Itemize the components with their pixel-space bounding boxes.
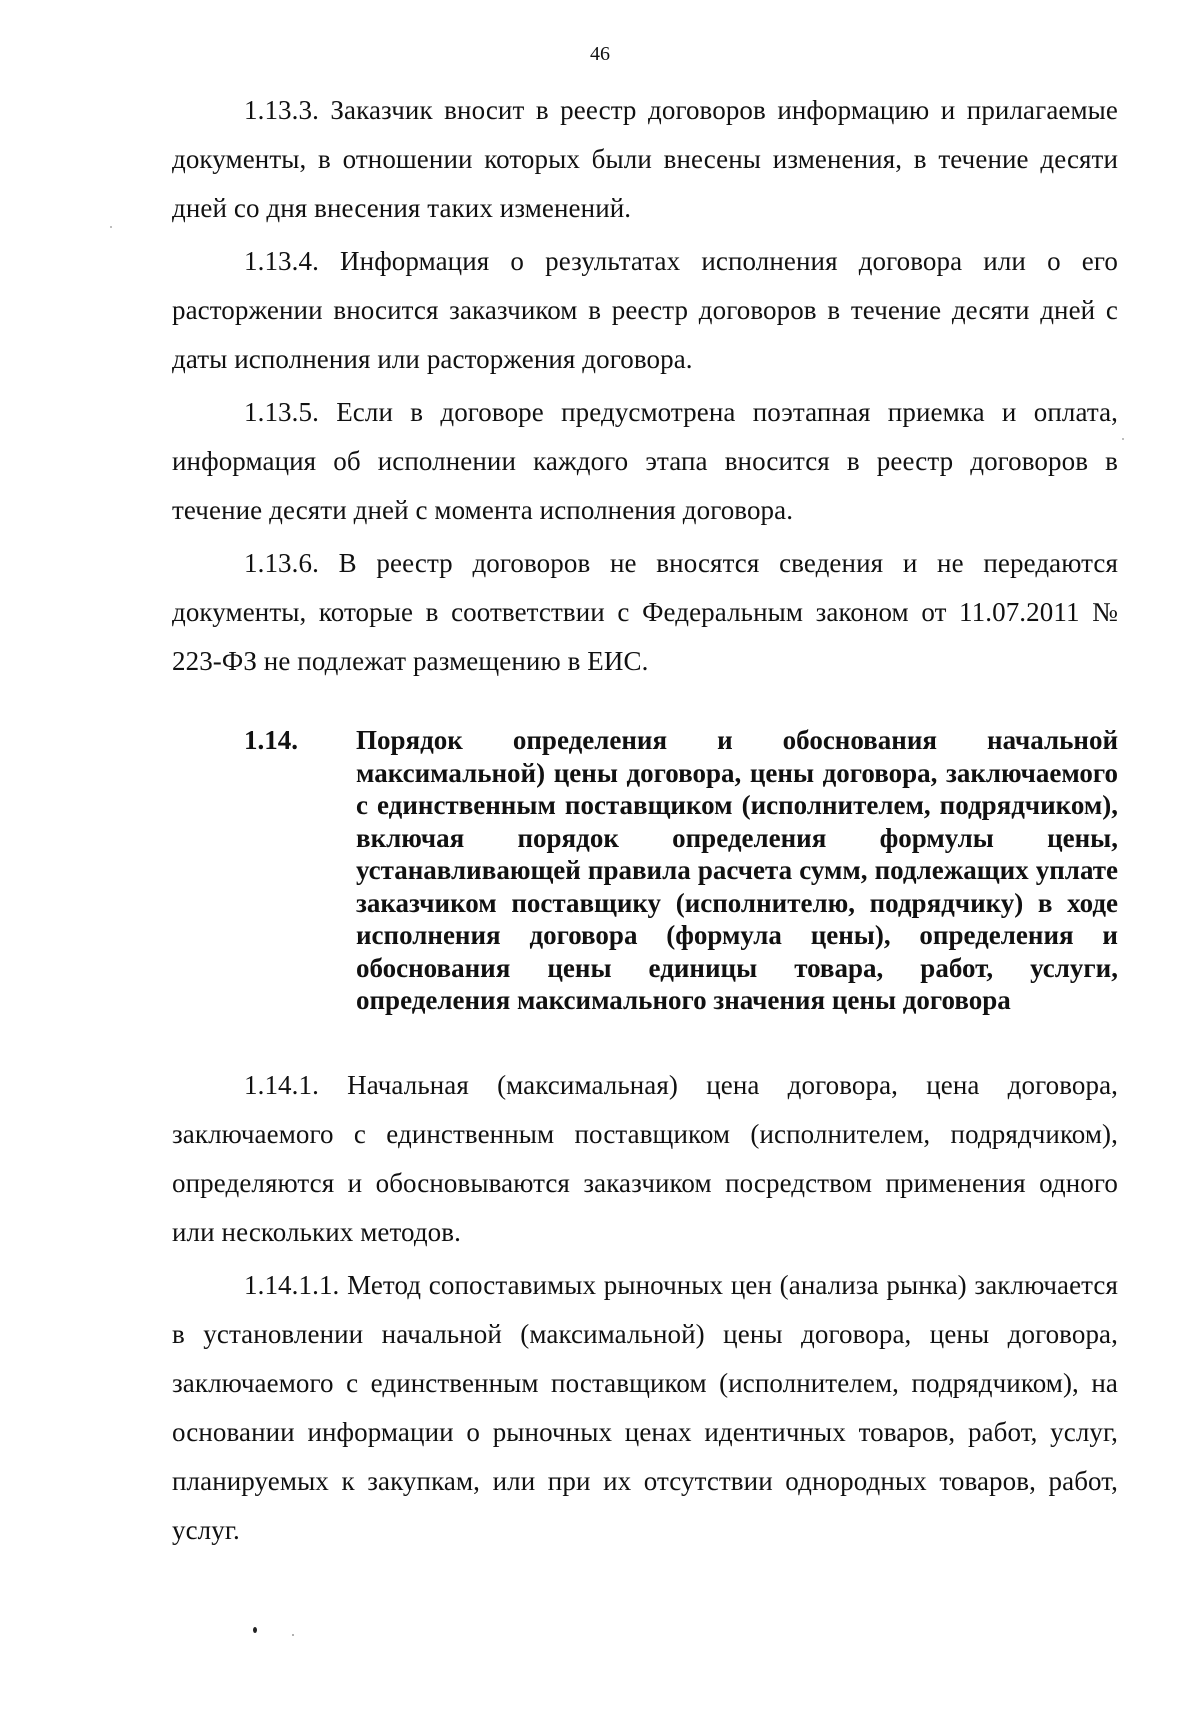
paragraph-1-13-3: 1.13.3. Заказчик вносит в реестр договоров информацию и прилагаемые документы, в отношении которых были внесены изменения, в течение десяти дней со дня внесения таких изменений.	[172, 95, 1118, 223]
paragraph-1-14-1: 1.14.1. Начальная (максимальная) цена договора, цена договора, заключаемого с единственным поставщиком (исполнителем, подрядчиком), определяются и обосновываются заказчиком посредством применения одного или нескольких методов.	[172, 1069, 1118, 1247]
section-title: Порядок определения и обоснования начальной максимальной) цены договора, цены договора, заключаемого с единственным поставщиком (исполнителем, подрядчиком), включая порядок определения формулы цены, устанавливающей правила расчета сумм, подлежащих уплате заказчиком поставщику (исполнителю, подрядчику) в ходе исполнения договора (формула цены), определения и обоснования цены единицы товара, работ, услуги, определения максимального значения цены договора	[356, 725, 1118, 1015]
paragraph-1-13-6: 1.13.6. В реестр договоров не вносятся сведения и не передаются документы, которые в соответствии с Федеральным законом от 11.07.2011 № 223-ФЗ не подлежат размещению в ЕИС.	[172, 548, 1118, 676]
document-body	[172, 86, 1118, 1555]
page-number: 46	[590, 43, 610, 65]
scan-speck	[292, 1634, 294, 1636]
paragraph-1-14-1-1: 1.14.1.1. Метод сопоставимых рыночных цен (анализа рынка) заключается в установлении начальной (максимальной) цены договора, цены договора, заключаемого с единственным поставщиком (исполнителем, подрядчиком), на основании информации о рыночных ценах идентичных товаров, работ, услуг, планируемых к закупкам, или при их отсутствии однородных товаров, работ, услуг.	[172, 1269, 1118, 1545]
section-heading	[172, 724, 1118, 1017]
section-number: 1.14.	[244, 725, 298, 755]
paragraph-1-13-4: 1.13.4. Информация о результатах исполнения договора или о его расторжении вносится заказчиком в реестр договоров в течение десяти дней с даты исполнения или расторжения договора.	[172, 246, 1118, 374]
scan-speck	[1122, 438, 1124, 440]
scan-speck	[253, 1627, 257, 1633]
paragraph-1-13-5: 1.13.5. Если в договоре предусмотрена поэтапная приемка и оплата, информация об исполнении каждого этапа вносится в реестр договоров в течение десяти дней с момента исполнения договора.	[172, 397, 1118, 525]
scan-speck	[110, 226, 112, 228]
